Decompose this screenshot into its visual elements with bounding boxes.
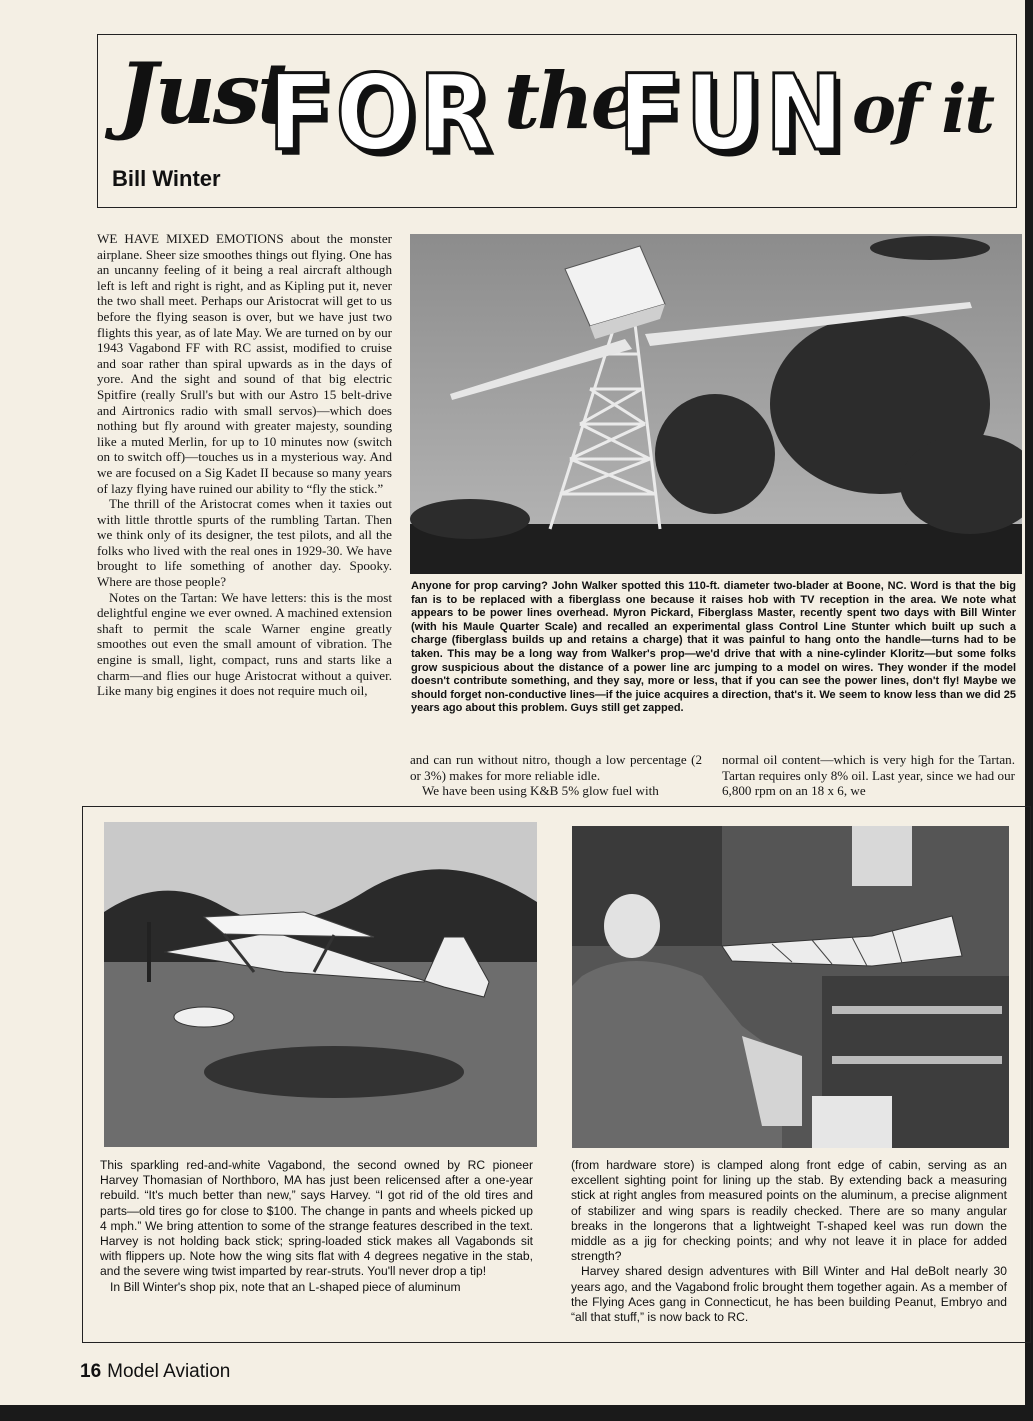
- paragraph: WE HAVE MIXED EMOTIONS about the monster airplane. Sheer size smoothes things out flying. One has an uncanny feeling of it being a real aircraft although left is left and right is right, and as Kipling put it, never the two shall meet. Perhaps our Aristocrat will get to us before the flying season is over, but we have just two flights this year, as of late May. We are turned on by our 1943 Vagabond FF with RC assist, modified to cruise and soar rather than spiral upwards as in the days of yore. And the sight and sound of that big electric Spitfire (really Srull's but with our Astro 15 belt-drive and Airtronics radio with small servos)—which does nothing but fly around with greater majesty, sounding like a muted Merlin, for up to 10 minutes now (switch on to switch off)—touches us in a mysterious way. And we are focused on a Sig Kadet II because so many years of lazy flying have ruined our ability to “fly the stick.”: [97, 231, 392, 496]
- article-column-2: [410, 752, 702, 799]
- paragraph: We have been using K&B 5% glow fuel with: [422, 783, 659, 799]
- caption-paragraph: This sparkling red-and-white Vagabond, the second owned by RC pioneer Harvey Thomasian of Northboro, MA has just been relicensed after a one-year rebuild. “It's much better than new,” says Harvey. “I got rid of the old tires and parts—old tires go for close to $100. The change in pants and wheels picked up 4 mph.” We bring attention to some of the strange features described in the text. Harvey is not holding back stick; spring-loaded stick makes all Vagabonds sit with flippers up. Note how the wing sits flat with 4 degrees negative in the stab, and the severe wing twist imparted by rear-struts. You'll never drop a tip!: [100, 1158, 533, 1279]
- title-the: the: [504, 56, 638, 147]
- shop-photo: [572, 826, 1009, 1148]
- vagabond-photo: [104, 822, 537, 1147]
- caption-paragraph: Harvey shared design adventures with Bill Winter and Hal deBolt nearly 30 years ago, and the Vagabond frolic brought them together again. As a member of the Flying Aces gang in Connecticut, he has been building Peanut, Embryo and “all that stuff,” is now back to RC.: [571, 1264, 1007, 1325]
- vagabond-caption: [100, 1158, 533, 1295]
- caption-paragraph: (from hardware store) is clamped along front edge of cabin, serving as an excellent sighting point for lining up the stab. By extending back a measuring stick at right angles from measured points on the aluminum, a precise alignment of stabilizer and wing spars is readily checked. There are so many angular breaks in the longerons that a lightweight T-shaped keel was run down the middle as a jig for checking points; and why not leave it in place for added strength?: [571, 1158, 1007, 1264]
- paragraph: normal oil content—which is very high for the Tartan. Tartan requires only 8% oil. Last year, since we had our 6,800 rpm on an 18 x 6, we: [722, 752, 1015, 799]
- article-column-3: [722, 752, 1015, 799]
- caption-paragraph: In Bill Winter's shop pix, note that an L-shaped piece of aluminum: [110, 1279, 461, 1294]
- windmill-photo: [410, 234, 1022, 574]
- article-column-1: [97, 231, 392, 699]
- page-number: 16: [80, 1361, 102, 1382]
- title-just: Just: [118, 44, 293, 143]
- page-footer: [80, 1361, 230, 1383]
- shop-caption: [571, 1158, 1007, 1325]
- byline: Bill Winter: [112, 166, 221, 191]
- title-of-it: of it: [852, 70, 993, 148]
- title-fun: FUN: [618, 52, 848, 174]
- title-for: FOR: [268, 52, 495, 174]
- paragraph: and can run without nitro, though a low percentage (2 or 3%) makes for more reliable idle.: [410, 752, 702, 783]
- windmill-caption: Anyone for prop carving? John Walker spotted this 110-ft. diameter two-blader at Boone, NC. Word is that the big fan is to be replaced with a fiberglass one because it raises hob with TV reception in the area. We note what appears to be power lines overhead. Myron Pickard, Fiberglass Master, recently spent two days with Bill Winter (with his Maule Quarter Scale) and recalled an experimental glass Control Line Stunter which built up such a charge (fiberglass builds up and retains a charge) that it was painful to hang onto the handle—turns had to be taken. This may be a long way from Walker's prop—we'd drive that with a nine-cylinder Kloritz—but some folks grow suspicious about the distance of a power line arc jumping to a model on wires. They wonder if the model doesn't contribute something, and they say, more or less, that if you can see the power lines, don't fly! Maybe we should forget non-conductive lines—if the juice acquires a direction, that's it. We seem to know less than we did 25 years ago about this problem. Guys still get zapped.: [411, 580, 1016, 715]
- magazine-name: Model Aviation: [107, 1361, 231, 1382]
- paragraph: Notes on the Tartan: We have letters: this is the most delightful engine we ever owned. A machined extension shaft to permit the scale Warner engine greatly smoothes out even the small amount of vibration. The engine is small, light, compact, runs and starts like a charm—and flies our huge Aristocrat without a quiver. Like many big engines it does not require much oil,: [97, 589, 392, 699]
- paragraph: The thrill of the Aristocrat comes when it taxies out with little throttle spurts of the rumbling Tartan. Then we think only of its designer, the test pilots, and all the folks who lived with the real ones in 1929-30. We have brought to life something of another day. Spooky. Where are those people?: [97, 496, 392, 590]
